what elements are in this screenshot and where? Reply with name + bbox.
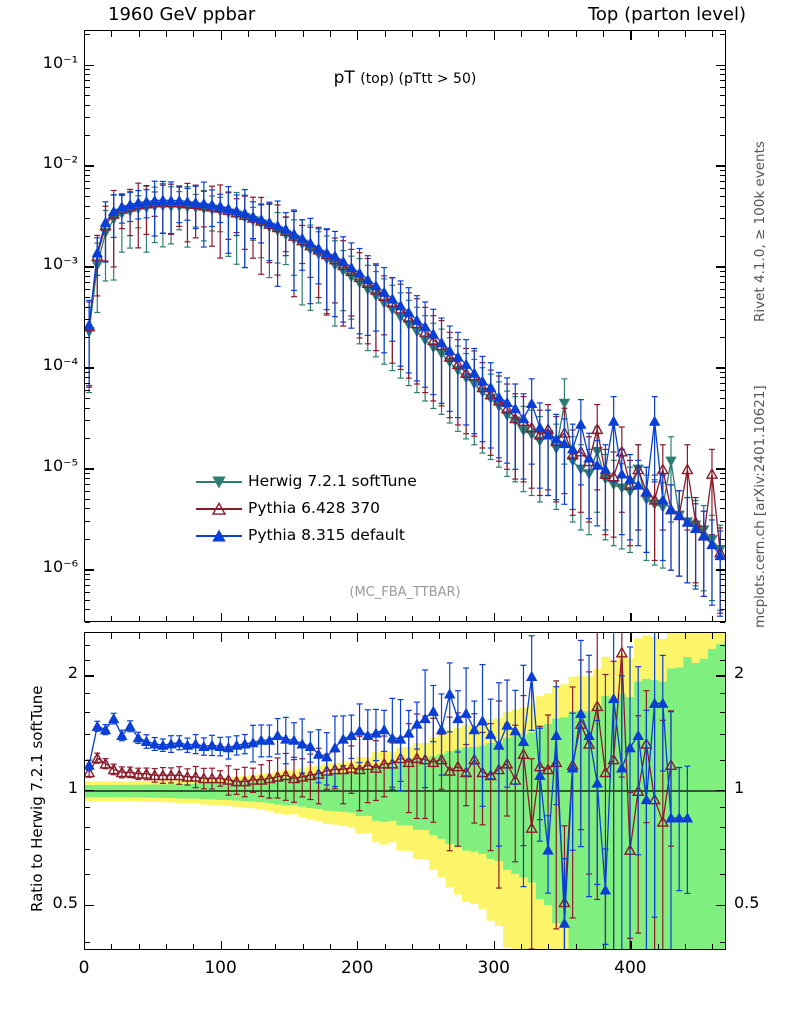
ratio-x-minor-tick	[576, 944, 577, 950]
main-y-tick-label: 10⁻³	[42, 254, 78, 274]
main-y-minor-tick	[720, 377, 725, 378]
main-y-minor-tick	[85, 372, 90, 373]
ratio-y-minor-tick	[85, 760, 90, 761]
main-y-minor-tick	[85, 377, 90, 378]
ratio-x-minor-tick	[330, 633, 331, 639]
ratio-x-tick	[630, 941, 631, 950]
ratio-x-minor-tick	[412, 944, 413, 950]
x-axis-tick-label: 0	[78, 958, 90, 978]
main-y-minor-tick	[85, 170, 90, 171]
ratio-y-minor-tick	[720, 827, 725, 828]
ratio-x-tick	[84, 941, 85, 950]
x-axis-tick-label: 300	[477, 958, 510, 978]
main-x-minor-tick	[576, 616, 577, 622]
main-y-minor-tick	[85, 34, 90, 35]
ratio-x-minor-tick	[603, 633, 604, 639]
main-x-tick-top	[221, 31, 222, 40]
main-x-minor-tick	[658, 31, 659, 37]
main-y-minor-tick	[85, 478, 90, 479]
main-x-minor-tick	[275, 616, 276, 622]
uncertainty-band-inner	[724, 642, 725, 949]
main-y-minor-tick	[720, 236, 725, 237]
ratio-x-minor-tick	[576, 633, 577, 639]
main-y-minor-tick	[85, 135, 90, 136]
ratio-x-minor-tick	[521, 944, 522, 950]
main-x-minor-tick	[166, 31, 167, 37]
ratio-x-minor-tick	[685, 633, 686, 639]
main-y-minor-tick	[720, 181, 725, 182]
main-x-tick-top	[357, 31, 358, 40]
main-x-minor-tick	[466, 616, 467, 622]
main-x-tick	[494, 613, 495, 622]
main-y-tick-label: 10⁻²	[42, 153, 78, 173]
main-y-minor-tick	[720, 478, 725, 479]
main-y-minor-tick	[720, 69, 725, 70]
main-y-minor-tick	[720, 307, 725, 308]
main-x-minor-tick	[439, 31, 440, 37]
ratio-plot-canvas	[85, 633, 725, 949]
ratio-y-tick-label: 0.5	[52, 892, 78, 912]
main-y-minor-tick	[85, 87, 90, 88]
ratio-y-minor-tick	[85, 712, 90, 713]
main-y-minor-tick	[85, 196, 90, 197]
main-y-minor-tick	[85, 69, 90, 70]
ratio-y-tick-label-right: 0.5	[734, 892, 760, 912]
main-y-minor-tick	[85, 539, 90, 540]
main-x-minor-tick	[412, 31, 413, 37]
legend-marker-triangle-down-filled-icon	[196, 473, 242, 491]
main-y-minor-tick	[720, 585, 725, 586]
ratio-y-minor-tick	[85, 827, 90, 828]
main-x-minor-tick	[439, 616, 440, 622]
main-y-tick	[85, 65, 94, 66]
ratio-x-minor-tick	[658, 633, 659, 639]
main-y-minor-tick	[720, 539, 725, 540]
main-x-tick-top	[84, 31, 85, 40]
uncertainty-band-inner	[716, 644, 725, 949]
main-y-tick-label: 10⁻¹	[42, 52, 78, 72]
legend	[196, 468, 417, 549]
main-y-tick-right	[716, 569, 725, 570]
ratio-x-minor-tick	[111, 633, 112, 639]
main-x-minor-tick	[248, 616, 249, 622]
main-y-minor-tick	[85, 438, 90, 439]
ratio-y-tick	[85, 675, 94, 676]
ratio-x-minor-tick	[275, 633, 276, 639]
main-y-tick-label: 10⁻⁵	[42, 456, 78, 476]
main-y-minor-tick	[720, 484, 725, 485]
ratio-y-tick	[85, 905, 94, 906]
main-y-minor-tick	[720, 188, 725, 189]
main-y-tick-right	[716, 367, 725, 368]
legend-item[interactable]	[196, 495, 417, 522]
main-y-minor-tick	[720, 289, 725, 290]
main-y-tick	[85, 266, 94, 267]
ratio-y-minor-tick	[720, 760, 725, 761]
ratio-x-minor-tick	[193, 633, 194, 639]
ratio-x-minor-tick	[548, 633, 549, 639]
uncertainty-band-inner	[691, 663, 700, 949]
main-y-minor-tick	[720, 622, 725, 623]
ratio-y-minor-tick	[85, 942, 90, 943]
main-y-minor-tick	[720, 491, 725, 492]
ratio-y-minor-tick	[720, 660, 725, 661]
main-y-minor-tick	[720, 420, 725, 421]
ratio-y-minor-tick	[720, 734, 725, 735]
main-x-minor-tick	[111, 616, 112, 622]
main-y-minor-tick	[85, 175, 90, 176]
main-y-minor-tick	[720, 297, 725, 298]
main-y-minor-tick	[85, 574, 90, 575]
ratio-x-minor-tick	[248, 944, 249, 950]
plot-title	[84, 68, 726, 88]
ratio-x-minor-tick	[439, 633, 440, 639]
main-y-minor-tick	[720, 95, 725, 96]
ratio-y-minor-tick	[85, 874, 90, 875]
main-y-minor-tick	[85, 297, 90, 298]
main-y-minor-tick	[720, 499, 725, 500]
plot-title-main: pT	[333, 68, 355, 88]
main-y-minor-tick	[85, 271, 90, 272]
main-x-minor-tick	[139, 31, 140, 37]
main-y-minor-tick	[720, 206, 725, 207]
legend-marker-triangle-up-filled-icon	[196, 527, 242, 545]
legend-label: Pythia 6.428 370	[248, 499, 381, 517]
ratio-x-minor-tick	[275, 944, 276, 950]
main-y-tick-label: 10⁻⁴	[42, 355, 78, 375]
ratio-x-minor-tick	[166, 944, 167, 950]
mcplots-source-label: mcplots.cern.ch [arXiv:2401.10621]	[752, 385, 768, 628]
main-x-minor-tick	[166, 616, 167, 622]
main-y-minor-tick	[720, 579, 725, 580]
main-x-minor-tick	[111, 31, 112, 37]
legend-label: Pythia 8.315 default	[248, 526, 405, 544]
main-y-minor-tick	[85, 499, 90, 500]
main-y-minor-tick	[85, 408, 90, 409]
main-y-minor-tick	[85, 276, 90, 277]
main-x-minor-tick	[412, 616, 413, 622]
ratio-plot-panel	[84, 632, 726, 950]
rivet-version-label: Rivet 4.1.0, ≥ 100k events	[752, 141, 768, 322]
ratio-y-tick-label-right: 1	[734, 778, 745, 797]
main-x-minor-tick	[712, 616, 713, 622]
main-y-tick-label: 10⁻⁶	[42, 557, 78, 577]
main-y-minor-tick	[85, 609, 90, 610]
main-y-minor-tick	[720, 408, 725, 409]
main-x-minor-tick	[521, 616, 522, 622]
ratio-x-minor-tick	[548, 944, 549, 950]
main-x-minor-tick	[385, 31, 386, 37]
ratio-y-minor-tick	[85, 693, 90, 694]
legend-marker-triangle-up-open-icon	[196, 500, 242, 518]
main-y-tick	[85, 468, 94, 469]
main-y-tick	[85, 569, 94, 570]
main-x-tick	[221, 613, 222, 622]
main-y-tick-right	[716, 468, 725, 469]
ratio-x-minor-tick	[603, 944, 604, 950]
ratio-x-minor-tick	[712, 944, 713, 950]
main-y-minor-tick	[85, 484, 90, 485]
main-x-minor-tick	[603, 616, 604, 622]
main-x-minor-tick	[548, 31, 549, 37]
main-x-minor-tick	[466, 31, 467, 37]
main-y-minor-tick	[85, 383, 90, 384]
main-y-minor-tick	[720, 438, 725, 439]
ratio-x-minor-tick	[193, 944, 194, 950]
ratio-x-tick-top	[357, 633, 358, 642]
ratio-y-tick-right	[716, 905, 725, 906]
main-y-minor-tick	[85, 236, 90, 237]
ratio-x-minor-tick	[248, 633, 249, 639]
main-y-minor-tick	[720, 282, 725, 283]
main-x-minor-tick	[248, 31, 249, 37]
main-y-tick-right	[716, 165, 725, 166]
main-y-minor-tick	[85, 206, 90, 207]
main-y-tick-right	[716, 266, 725, 267]
main-y-minor-tick	[85, 74, 90, 75]
main-y-minor-tick	[720, 574, 725, 575]
ratio-x-minor-tick	[303, 633, 304, 639]
main-y-minor-tick	[85, 398, 90, 399]
main-x-tick	[630, 613, 631, 622]
main-y-minor-tick	[85, 592, 90, 593]
main-x-minor-tick	[330, 31, 331, 37]
ratio-y-axis-title: Ratio to Herwig 7.2.1 softTune	[28, 685, 46, 912]
main-x-minor-tick	[193, 31, 194, 37]
ratio-x-minor-tick	[385, 944, 386, 950]
main-y-minor-tick	[85, 508, 90, 509]
main-x-tick-top	[630, 31, 631, 40]
main-y-minor-tick	[720, 87, 725, 88]
main-y-minor-tick	[720, 117, 725, 118]
main-y-minor-tick	[85, 307, 90, 308]
analysis-watermark: (MC_FBA_TTBAR)	[349, 585, 461, 600]
ratio-y-tick-right	[716, 790, 725, 791]
legend-item[interactable]	[196, 522, 417, 549]
main-x-minor-tick	[603, 31, 604, 37]
ratio-x-minor-tick	[303, 944, 304, 950]
ratio-y-minor-tick	[85, 660, 90, 661]
main-y-minor-tick	[85, 420, 90, 421]
ratio-y-tick-label-right: 2	[734, 663, 745, 683]
ratio-y-minor-tick	[720, 849, 725, 850]
main-x-minor-tick	[139, 616, 140, 622]
main-x-minor-tick	[193, 616, 194, 622]
ratio-x-minor-tick	[139, 633, 140, 639]
main-x-minor-tick	[685, 616, 686, 622]
main-y-minor-tick	[720, 135, 725, 136]
main-y-minor-tick	[85, 188, 90, 189]
ratio-x-tick	[494, 941, 495, 950]
ratio-x-tick	[357, 941, 358, 950]
main-y-minor-tick	[720, 196, 725, 197]
ratio-y-tick-label: 2	[67, 663, 78, 683]
main-x-minor-tick	[712, 31, 713, 37]
ratio-x-minor-tick	[412, 633, 413, 639]
x-axis-tick-label: 400	[614, 958, 647, 978]
ratio-x-minor-tick	[466, 633, 467, 639]
main-y-minor-tick	[85, 282, 90, 283]
main-y-minor-tick	[720, 521, 725, 522]
main-x-minor-tick	[385, 616, 386, 622]
main-y-minor-tick	[85, 80, 90, 81]
main-y-tick-right	[716, 65, 725, 66]
ratio-x-minor-tick	[658, 944, 659, 950]
main-y-minor-tick	[720, 390, 725, 391]
main-y-minor-tick	[720, 218, 725, 219]
ratio-x-tick	[221, 941, 222, 950]
x-axis-tick-label: 200	[340, 958, 374, 978]
main-y-minor-tick	[85, 319, 90, 320]
main-y-minor-tick	[85, 521, 90, 522]
main-y-minor-tick	[720, 337, 725, 338]
series-2	[85, 181, 725, 616]
ratio-x-minor-tick	[466, 944, 467, 950]
main-x-minor-tick	[303, 31, 304, 37]
ratio-y-minor-tick	[720, 645, 725, 646]
ratio-x-minor-tick	[521, 633, 522, 639]
main-y-minor-tick	[720, 74, 725, 75]
main-y-minor-tick	[85, 491, 90, 492]
uncertainty-band-inner	[700, 659, 709, 949]
ratio-y-minor-tick	[85, 734, 90, 735]
main-y-minor-tick	[85, 579, 90, 580]
main-x-minor-tick	[275, 31, 276, 37]
legend-item[interactable]	[196, 468, 417, 495]
main-y-minor-tick	[85, 585, 90, 586]
main-y-minor-tick	[720, 170, 725, 171]
main-y-minor-tick	[720, 319, 725, 320]
ratio-y-minor-tick	[85, 645, 90, 646]
main-x-tick	[357, 613, 358, 622]
main-x-minor-tick	[685, 31, 686, 37]
ratio-x-minor-tick	[111, 944, 112, 950]
ratio-x-minor-tick	[712, 633, 713, 639]
main-y-tick	[85, 367, 94, 368]
ratio-x-tick-top	[630, 633, 631, 642]
main-x-tick	[84, 613, 85, 622]
ratio-x-minor-tick	[139, 944, 140, 950]
main-x-minor-tick	[521, 31, 522, 37]
x-axis-tick-label: 100	[204, 958, 237, 978]
header-right-label: Top (parton level)	[587, 4, 746, 25]
plot-title-sub: (top) (pTtt > 50)	[360, 71, 477, 87]
ratio-x-minor-tick	[330, 944, 331, 950]
main-y-minor-tick	[720, 271, 725, 272]
main-y-minor-tick	[85, 622, 90, 623]
legend-label: Herwig 7.2.1 softTune	[248, 472, 417, 490]
main-y-minor-tick	[85, 289, 90, 290]
main-y-minor-tick	[85, 218, 90, 219]
ratio-y-tick-label: 1	[67, 778, 78, 797]
main-y-minor-tick	[85, 105, 90, 106]
main-x-tick-top	[494, 31, 495, 40]
ratio-x-minor-tick	[166, 633, 167, 639]
main-y-minor-tick	[85, 181, 90, 182]
header-left-label: 1960 GeV ppbar	[108, 4, 256, 25]
ratio-y-minor-tick	[720, 712, 725, 713]
ratio-x-minor-tick	[439, 944, 440, 950]
main-x-minor-tick	[576, 31, 577, 37]
main-y-minor-tick	[720, 34, 725, 35]
main-y-tick	[85, 165, 94, 166]
ratio-y-minor-tick	[720, 874, 725, 875]
main-x-minor-tick	[303, 616, 304, 622]
main-x-minor-tick	[658, 616, 659, 622]
ratio-y-tick	[85, 790, 94, 791]
main-y-minor-tick	[720, 398, 725, 399]
ratio-y-minor-tick	[720, 942, 725, 943]
main-y-minor-tick	[720, 508, 725, 509]
main-y-minor-tick	[720, 276, 725, 277]
main-y-minor-tick	[85, 95, 90, 96]
ratio-y-minor-tick	[85, 807, 90, 808]
main-y-minor-tick	[85, 390, 90, 391]
ratio-y-tick-right	[716, 675, 725, 676]
main-y-minor-tick	[720, 609, 725, 610]
main-x-minor-tick	[330, 616, 331, 622]
main-y-minor-tick	[720, 105, 725, 106]
ratio-y-minor-tick	[720, 807, 725, 808]
main-y-minor-tick	[85, 473, 90, 474]
main-y-minor-tick	[720, 592, 725, 593]
ratio-x-tick-top	[494, 633, 495, 642]
main-x-minor-tick	[548, 616, 549, 622]
ratio-x-tick-top	[221, 633, 222, 642]
main-y-minor-tick	[720, 383, 725, 384]
ratio-y-minor-tick	[720, 693, 725, 694]
main-y-minor-tick	[720, 473, 725, 474]
main-y-minor-tick	[720, 175, 725, 176]
main-y-minor-tick	[85, 600, 90, 601]
main-y-minor-tick	[720, 80, 725, 81]
ratio-x-minor-tick	[385, 633, 386, 639]
main-y-minor-tick	[85, 337, 90, 338]
ratio-x-minor-tick	[685, 944, 686, 950]
ratio-x-tick-top	[84, 633, 85, 642]
main-y-minor-tick	[720, 600, 725, 601]
ratio-y-minor-tick	[85, 849, 90, 850]
main-y-minor-tick	[85, 117, 90, 118]
main-y-minor-tick	[720, 372, 725, 373]
